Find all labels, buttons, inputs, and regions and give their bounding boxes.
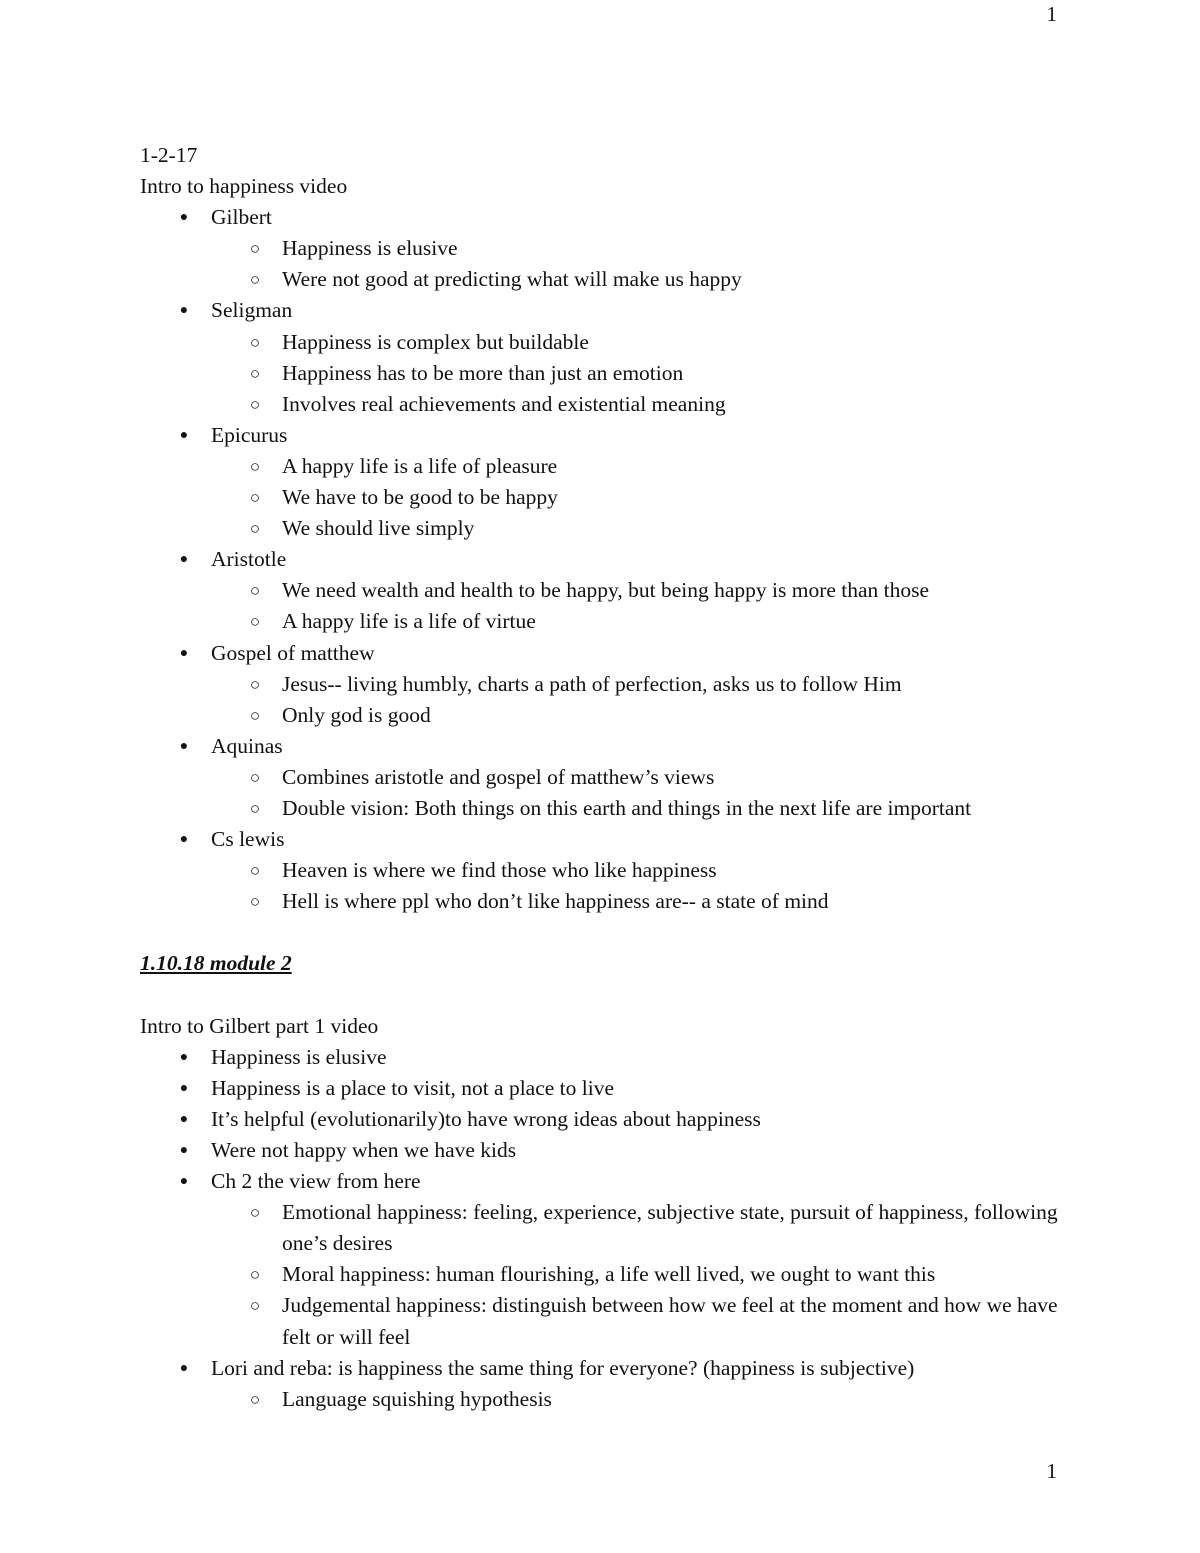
sub-list-item-text: Judgemental happiness: distinguish between how we feel at the moment and how we have felt or will feel	[282, 1293, 1058, 1349]
blank-line	[140, 980, 1070, 1011]
sub-list-item-text: We need wealth and health to be happy, but being happy is more than those	[282, 578, 930, 603]
list-item-text: It’s helpful (evolutionarily)to have wrong ideas about happiness	[211, 1106, 761, 1131]
list-item	[140, 295, 1070, 326]
sub-list-item-text: We should live simply	[282, 516, 475, 541]
sub-list-item-text: Language squishing hypothesis	[282, 1386, 552, 1411]
sub-list-item-text: Moral happiness: human flourishing, a life well lived, we ought to want this	[282, 1262, 936, 1287]
sub-list	[140, 669, 1070, 731]
bullet-icon: ●	[179, 1143, 189, 1158]
bullet-icon: ●	[179, 645, 189, 661]
list-item-text: Gospel of matthew	[211, 640, 375, 665]
list-item-text: Aquinas	[211, 733, 283, 758]
section-heading: 1.10.18 module 2	[140, 951, 292, 976]
page-number-bottom: 1	[1046, 1459, 1057, 1483]
sub-list-item	[140, 389, 1070, 420]
list-item-text: Were not happy when we have kids	[211, 1138, 517, 1162]
list-item	[140, 1166, 1070, 1197]
sub-list-item-text: Jesus-- living humbly, charts a path of perfection, asks us to follow Him	[282, 671, 902, 696]
list-item	[140, 1042, 1070, 1073]
list-item-text: Happiness is a place to visit, not a place to live	[211, 1075, 615, 1100]
bullet-icon: ●	[179, 1360, 189, 1376]
sub-list-item	[140, 1259, 1070, 1290]
list-item-text: Lori and reba: is happiness the same thing for everyone? (happiness is subjective)	[211, 1355, 915, 1380]
sub-list	[140, 762, 1070, 824]
hollow-bullet-icon: ○	[249, 705, 261, 725]
sub-list	[140, 575, 1070, 637]
sub-list-item-text: Involves real achievements and existential meaning	[282, 391, 726, 416]
sub-list	[140, 855, 1070, 917]
list-item	[140, 1135, 1070, 1166]
hollow-bullet-icon: ○	[249, 798, 261, 818]
hollow-bullet-icon: ○	[249, 1389, 261, 1409]
sub-list-item-text: Happiness is elusive	[282, 236, 458, 261]
sub-list-item-text: Double vision: Both things on this earth and things in the next life are important	[282, 795, 972, 820]
section-title: Intro to Gilbert part 1 video	[140, 1013, 379, 1038]
list-item	[140, 638, 1070, 669]
list-item-text: Ch 2 the view from here	[211, 1169, 421, 1194]
sub-list-item-text: Emotional happiness: feeling, experience, subjective state, pursuit of happiness, following one’s desires	[282, 1200, 1058, 1256]
sub-list-item	[140, 886, 1070, 917]
bullet-icon: ●	[179, 427, 189, 443]
section-date: 1-2-17	[140, 143, 198, 167]
sub-list-item-text: Happiness has to be more than just an emotion	[282, 360, 684, 385]
sub-list-item	[140, 327, 1070, 358]
hollow-bullet-icon: ○	[249, 1265, 261, 1285]
list-item	[140, 1073, 1070, 1104]
hollow-bullet-icon: ○	[249, 519, 261, 539]
list-item	[140, 1104, 1070, 1135]
page-number-top: 1	[1046, 2, 1057, 26]
bullet-icon: ●	[179, 738, 189, 754]
hollow-bullet-icon: ○	[249, 488, 261, 508]
hollow-bullet-icon: ○	[249, 332, 261, 352]
sub-list-item	[140, 762, 1070, 793]
sub-list-item	[140, 1290, 1070, 1352]
sub-list-item	[140, 1384, 1070, 1415]
section-title: Intro to happiness video	[140, 174, 348, 199]
sub-list-item	[140, 482, 1070, 513]
hollow-bullet-icon: ○	[249, 892, 261, 912]
sub-list-item	[140, 793, 1070, 824]
list-item-text: Epicurus	[211, 422, 288, 447]
list-item-text: Happiness is elusive	[211, 1044, 387, 1069]
sub-list-item-text: Heaven is where we find those who like happiness	[282, 858, 717, 883]
hollow-bullet-icon: ○	[249, 1203, 261, 1223]
list-item-text: Seligman	[211, 298, 293, 323]
hollow-bullet-icon: ○	[249, 767, 261, 787]
hollow-bullet-icon: ○	[249, 674, 261, 694]
bullet-icon: ●	[179, 210, 189, 226]
sub-list	[140, 233, 1070, 295]
bullet-list	[140, 202, 1070, 917]
hollow-bullet-icon: ○	[249, 270, 261, 290]
bullet-icon: ●	[179, 552, 189, 568]
hollow-bullet-icon: ○	[249, 581, 261, 601]
sub-list-item-text: Only god is good	[282, 702, 431, 727]
sub-list	[140, 1197, 1070, 1352]
sub-list	[140, 327, 1070, 420]
bullet-icon: ●	[179, 1174, 189, 1190]
sub-list	[140, 1384, 1070, 1415]
sub-list-item	[140, 575, 1070, 606]
sub-list-item	[140, 855, 1070, 886]
hollow-bullet-icon: ○	[249, 363, 261, 383]
bullet-icon: ●	[179, 303, 189, 319]
sub-list-item	[140, 700, 1070, 731]
document-body	[140, 140, 1070, 1415]
hollow-bullet-icon: ○	[249, 1296, 261, 1316]
sub-list-item	[140, 358, 1070, 389]
sub-list-item	[140, 233, 1070, 264]
sub-list-item-text: A happy life is a life of virtue	[282, 609, 536, 634]
blank-line	[140, 917, 1070, 948]
sub-list-item	[140, 1197, 1070, 1259]
sub-list-item-text: Combines aristotle and gospel of matthew’s views	[282, 764, 715, 789]
list-item-text: Gilbert	[211, 205, 272, 230]
sub-list-item	[140, 513, 1070, 544]
sub-list-item-text: Happiness is complex but buildable	[282, 329, 589, 354]
bullet-icon: ●	[179, 1111, 189, 1127]
sub-list-item-text: A happy life is a life of pleasure	[282, 453, 558, 478]
hollow-bullet-icon: ○	[249, 239, 261, 259]
hollow-bullet-icon: ○	[249, 394, 261, 414]
sub-list-item	[140, 669, 1070, 700]
sub-list-item	[140, 451, 1070, 482]
hollow-bullet-icon: ○	[249, 612, 261, 632]
hollow-bullet-icon: ○	[249, 456, 261, 476]
list-item	[140, 1353, 1070, 1384]
sub-list	[140, 451, 1070, 544]
bullet-icon: ●	[179, 1080, 189, 1096]
list-item	[140, 202, 1070, 233]
hollow-bullet-icon: ○	[249, 861, 261, 881]
list-item	[140, 544, 1070, 575]
sub-list-item-text: Hell is where ppl who don’t like happiness are-- a state of mind	[282, 889, 829, 914]
bullet-list	[140, 1042, 1070, 1415]
sub-list-item	[140, 606, 1070, 637]
list-item	[140, 420, 1070, 451]
sub-list-item	[140, 264, 1070, 295]
list-item-text: Aristotle	[211, 547, 287, 572]
bullet-icon: ●	[179, 1049, 189, 1065]
list-item-text: Cs lewis	[211, 827, 285, 852]
list-item	[140, 824, 1070, 855]
bullet-icon: ●	[179, 832, 189, 848]
sub-list-item-text: Were not good at predicting what will make us happy	[282, 267, 742, 292]
list-item	[140, 731, 1070, 762]
sub-list-item-text: We have to be good to be happy	[282, 485, 558, 510]
